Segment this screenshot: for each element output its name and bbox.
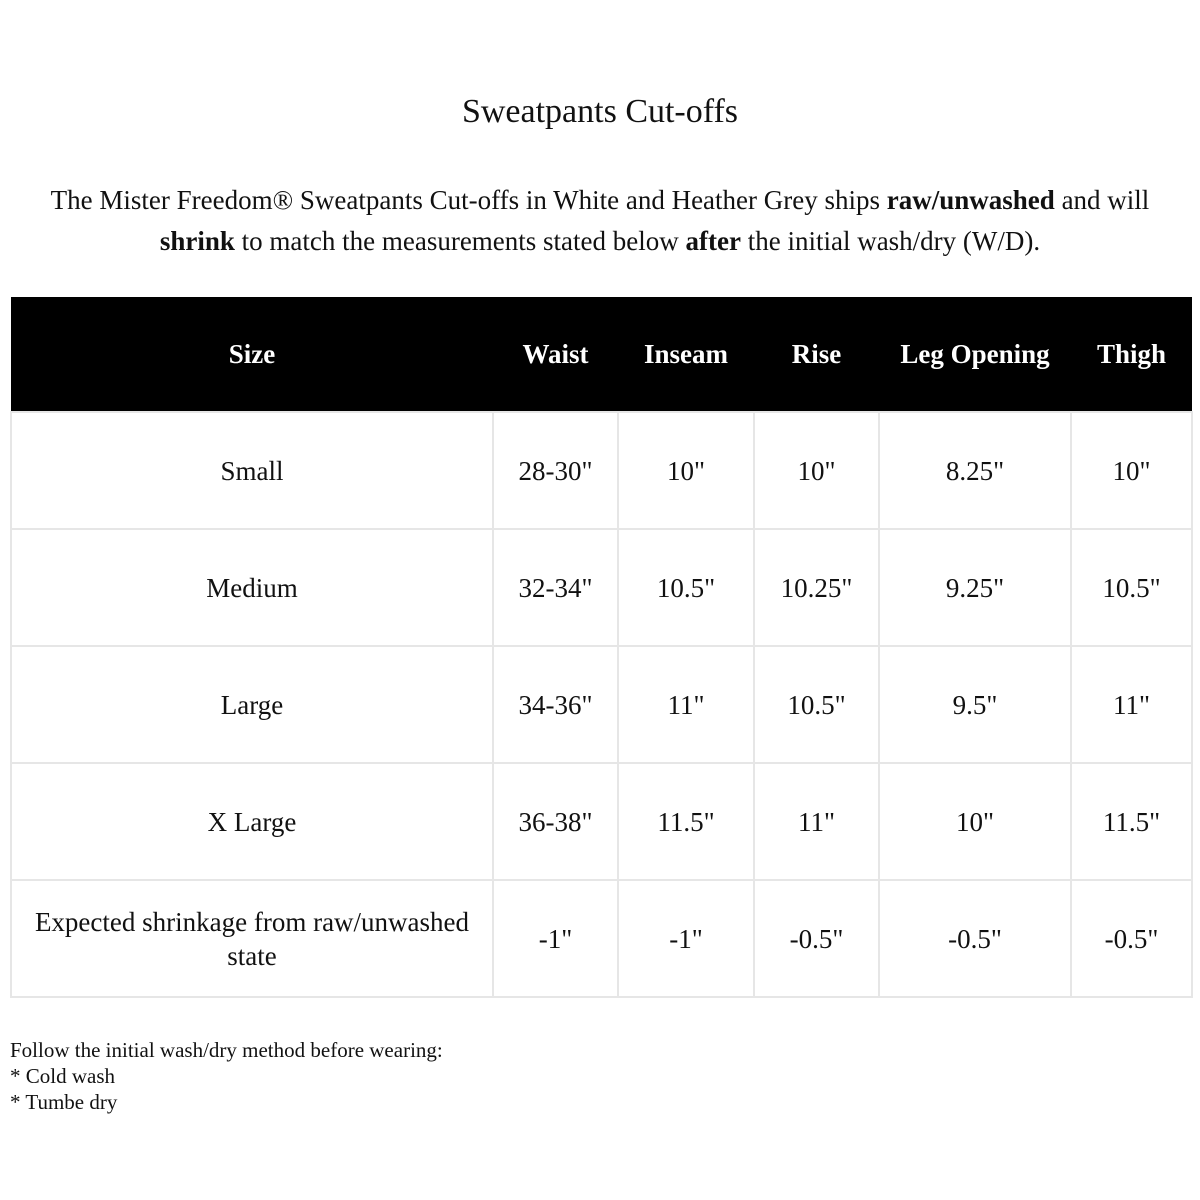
cell-thigh: -0.5" [1071,880,1192,997]
cell-size: Large [11,646,493,763]
page-title: Sweatpants Cut-offs [461,93,739,130]
wash-instruction-item: * Cold wash [10,1064,115,1088]
cell-rise: 10" [754,412,879,529]
header-leg-opening: Leg Opening [900,339,1050,369]
cell-inseam: -1" [618,880,754,997]
cell-inseam: 11.5" [618,763,754,880]
intro-text-1: The Mister Freedom® Sweatpants Cut-offs in White and Heather Grey ships [50,185,887,215]
wash-instruction-item: * Tumbe dry [10,1090,118,1114]
intro-text-4: the initial wash/dry (W/D). [740,226,1041,256]
cell-leg-opening: 9.5" [879,646,1071,763]
header-rise: Rise [791,339,842,369]
wash-instructions [10,1037,443,1115]
table-row-small [11,412,1192,529]
cell-size: Medium [11,529,493,646]
table-header-row [11,297,1192,412]
cell-leg-opening: -0.5" [879,880,1071,997]
cell-size: X Large [11,763,493,880]
cell-thigh: 10.5" [1071,529,1192,646]
header-waist: Waist [522,339,589,369]
cell-rise: 10.25" [754,529,879,646]
table-row-x-large [11,763,1192,880]
cell-thigh: 10" [1071,412,1192,529]
intro-bold-after: after [685,226,741,256]
cell-rise: 11" [754,763,879,880]
header-inseam: Inseam [643,339,728,369]
cell-size: Expected shrinkage from raw/unwashed state [11,880,493,997]
header-size: Size [228,339,276,369]
size-chart-table [10,297,1193,998]
cell-inseam: 10" [618,412,754,529]
cell-waist: -1" [493,880,618,997]
cell-inseam: 11" [618,646,754,763]
cell-leg-opening: 9.25" [879,529,1071,646]
intro-bold-raw-unwashed: raw/unwashed [886,185,1055,215]
intro-text-3: to match the measurements stated below [234,226,686,256]
cell-thigh: 11" [1071,646,1192,763]
cell-inseam: 10.5" [618,529,754,646]
cell-thigh: 11.5" [1071,763,1192,880]
cell-waist: 28-30" [493,412,618,529]
header-thigh: Thigh [1096,339,1167,369]
cell-waist: 32-34" [493,529,618,646]
cell-size: Small [11,412,493,529]
cell-rise: 10.5" [754,646,879,763]
cell-rise: -0.5" [754,880,879,997]
intro-paragraph [20,180,1180,262]
wash-instructions-heading: Follow the initial wash/dry method before wearing: [10,1038,443,1062]
table-row-medium [11,529,1192,646]
intro-bold-shrink: shrink [159,226,235,256]
cell-leg-opening: 8.25" [879,412,1071,529]
cell-waist: 34-36" [493,646,618,763]
cell-leg-opening: 10" [879,763,1071,880]
cell-waist: 36-38" [493,763,618,880]
table-row-expected-shrinkage [11,880,1192,997]
intro-text-2: and will [1054,185,1150,215]
table-row-large [11,646,1192,763]
